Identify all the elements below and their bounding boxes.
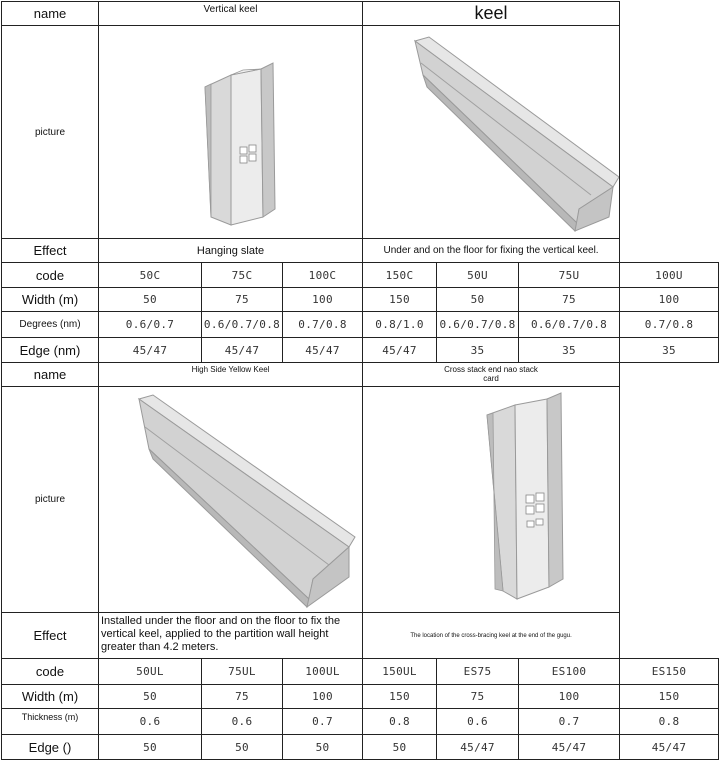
vertical-c-stud-icon <box>99 27 363 237</box>
spec-row <box>2 263 719 288</box>
width-label: Width (m) <box>2 288 99 312</box>
thickness-cell: 0.6 <box>202 709 283 735</box>
edge-cell: 50 <box>283 735 363 760</box>
width-cell: 75 <box>519 288 620 312</box>
edge-cell: 45/47 <box>519 735 620 760</box>
degrees-cell: 0.8/1.0 <box>363 312 437 338</box>
edge-cell: 50 <box>99 735 202 760</box>
width-label: Width (m) <box>2 685 99 709</box>
spec-row <box>2 659 719 685</box>
width-cell: 100 <box>519 685 620 709</box>
edge-cell: 35 <box>437 338 519 363</box>
thickness-label: Thickness (m) <box>2 709 99 735</box>
thickness-cell: 0.7 <box>283 709 363 735</box>
thickness-cell: 0.6 <box>99 709 202 735</box>
spec-row <box>2 709 719 735</box>
degrees-label: Degrees (nm) <box>2 312 99 338</box>
effect-label: Effect <box>2 613 99 659</box>
edge-cell: 45/47 <box>283 338 363 363</box>
edge-cell: 35 <box>620 338 719 363</box>
section1-picture-row <box>2 26 719 239</box>
edge-cell: 50 <box>363 735 437 760</box>
edge-cell: 45/47 <box>99 338 202 363</box>
high-side-keel-effect: Installed under the floor and on the floor to fix the vertical keel, applied to the partition wall height greater than 4.2 meters. <box>99 613 363 659</box>
section2-picture-row <box>2 387 719 613</box>
degrees-cell: 0.6/0.7/0.8 <box>519 312 620 338</box>
code-cell: 75U <box>519 263 620 288</box>
code-cell: 100UL <box>283 659 363 685</box>
width-cell: 75 <box>437 685 519 709</box>
width-cell: 100 <box>283 288 363 312</box>
code-cell: ES150 <box>620 659 719 685</box>
name-label: name <box>2 363 99 387</box>
keel-spec-table <box>1 1 719 760</box>
thickness-cell: 0.8 <box>620 709 719 735</box>
width-cell: 50 <box>99 685 202 709</box>
edge-cell: 45/47 <box>620 735 719 760</box>
code-cell: 50C <box>99 263 202 288</box>
code-label: code <box>2 659 99 685</box>
width-cell: 75 <box>202 288 283 312</box>
width-cell: 100 <box>620 288 719 312</box>
spec-row <box>2 288 719 312</box>
picture-label: picture <box>2 26 99 239</box>
spec-row <box>2 312 719 338</box>
section2-effect-row <box>2 613 719 659</box>
cross-stack-card-effect: The location of the cross-bracing keel at the end of the gugu. <box>363 613 620 659</box>
degrees-cell: 0.7/0.8 <box>620 312 719 338</box>
thickness-cell: 0.8 <box>363 709 437 735</box>
keel-effect: Under and on the floor for fixing the vertical keel. <box>363 239 620 263</box>
spec-row <box>2 735 719 760</box>
effect-label: Effect <box>2 239 99 263</box>
vertical-keel-effect: Hanging slate <box>99 239 363 263</box>
section1-effect-row <box>2 239 719 263</box>
high-side-keel-title: High Side Yellow Keel <box>99 363 363 387</box>
name-label: name <box>2 2 99 26</box>
picture-label: picture <box>2 387 99 613</box>
spec-row <box>2 338 719 363</box>
edge-cell: 45/47 <box>437 735 519 760</box>
code-cell: 100U <box>620 263 719 288</box>
edge-cell: 35 <box>519 338 620 363</box>
edge-cell: 50 <box>202 735 283 760</box>
thickness-cell: 0.6 <box>437 709 519 735</box>
cross-stack-card-title-text: Cross stack end nao stack card <box>444 365 538 383</box>
section2-name-row <box>2 363 719 387</box>
edge-label: Edge () <box>2 735 99 760</box>
edge-cell: 45/47 <box>363 338 437 363</box>
code-cell: 50U <box>437 263 519 288</box>
code-label: code <box>2 263 99 288</box>
vertical-keel-title: Vertical keel <box>99 2 363 26</box>
code-cell: 150UL <box>363 659 437 685</box>
code-cell: 50UL <box>99 659 202 685</box>
degrees-cell: 0.6/0.7/0.8 <box>437 312 519 338</box>
cross-stack-card-title <box>363 363 620 387</box>
spec-row <box>2 685 719 709</box>
degrees-cell: 0.6/0.7/0.8 <box>202 312 283 338</box>
high-side-keel-picture-cell <box>99 387 363 613</box>
keel-title: keel <box>363 2 620 26</box>
edge-cell: 45/47 <box>202 338 283 363</box>
width-cell: 50 <box>99 288 202 312</box>
keel-picture-cell <box>363 26 620 239</box>
cross-bracing-c-stud-icon <box>363 389 620 611</box>
width-cell: 75 <box>202 685 283 709</box>
code-cell: 150C <box>363 263 437 288</box>
edge-label: Edge (nm) <box>2 338 99 363</box>
section1-name-row <box>2 2 719 26</box>
code-cell: 75UL <box>202 659 283 685</box>
degrees-cell: 0.6/0.7 <box>99 312 202 338</box>
cross-stack-card-picture-cell <box>363 387 620 613</box>
code-cell: 100C <box>283 263 363 288</box>
degrees-cell: 0.7/0.8 <box>283 312 363 338</box>
high-side-u-track-icon <box>99 389 363 611</box>
width-cell: 50 <box>437 288 519 312</box>
width-cell: 100 <box>283 685 363 709</box>
width-cell: 150 <box>363 288 437 312</box>
code-cell: ES75 <box>437 659 519 685</box>
code-cell: 75C <box>202 263 283 288</box>
u-track-icon <box>363 27 620 237</box>
code-cell: ES100 <box>519 659 620 685</box>
thickness-cell: 0.7 <box>519 709 620 735</box>
vertical-keel-picture-cell <box>99 26 363 239</box>
width-cell: 150 <box>363 685 437 709</box>
width-cell: 150 <box>620 685 719 709</box>
